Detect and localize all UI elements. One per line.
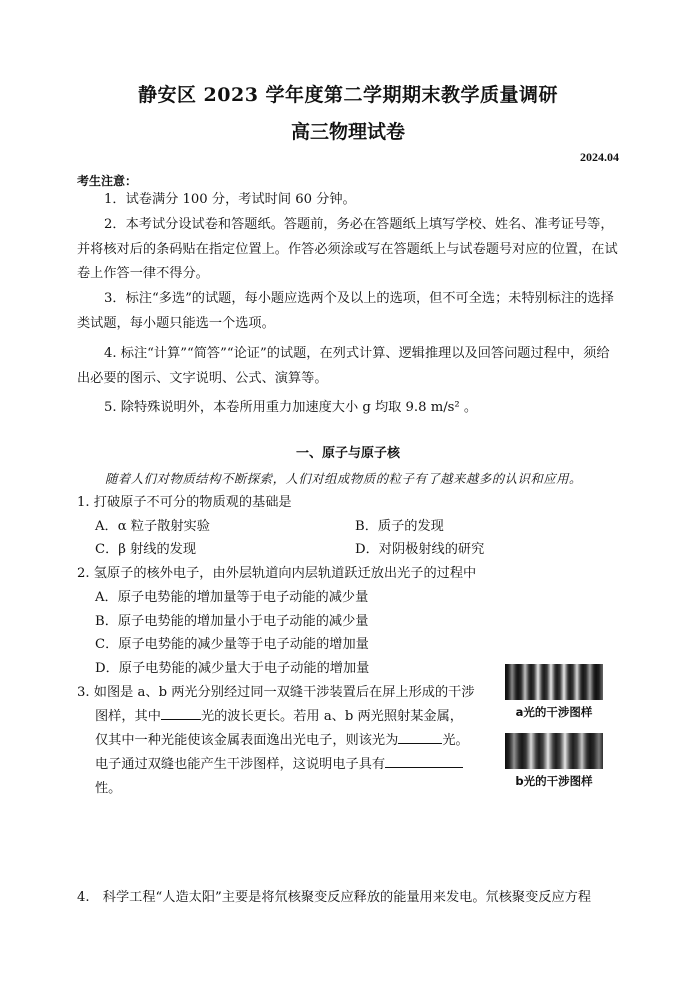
notice-item-4: 4. 标注“计算”“简答”“论证”的试题，在列式计算、逻辑推理以及回答问题过程中，须给出必要的图示、文字说明、公式、演算等。 [77,346,610,386]
q2-option-c: C．原子电势能的减少量等于电子动能的增加量 [95,637,369,652]
q3-text: 光的波长更长。若用 a、b 两光照射某金属， [200,709,463,724]
interference-pattern-a [505,664,603,700]
figure-a [505,664,603,720]
section-heading: 一、原子与原子核 [295,446,400,461]
exam-date: 2024.04 [580,150,619,164]
q2-option-b: B．原子电势能的增加量小于电子动能的减少量 [95,614,369,629]
notice-heading: 考生注意： [77,174,138,188]
q3-blank-3[interactable] [385,753,463,768]
notice-item-2: 2．本考试分设试卷和答题纸。答题前，务必在答题纸上填写学校、姓名、准考证号等，并将核对后的条码贴在指定位置上。作答必须涂或写在答题纸上与试卷题号对应的位置，在试卷上作答一律不得分。 [77,217,618,281]
q2-option-d: D．原子电势能的减少量大于电子动能的增加量 [95,661,370,676]
q1-option-b: B．质子的发现 [355,519,444,534]
q2-option-a: A．原子电势能的增加量等于电子动能的减少量 [95,590,369,605]
exam-subtitle: 高三物理试卷 [290,121,405,143]
q3-text: 光。 [442,733,469,748]
question-4-stem: 4. 科学工程“人造太阳”主要是将氘核聚变反应释放的能量用来发电。氘核聚变反应方程 [77,890,591,905]
figure-b [505,733,603,789]
q3-text: 图样，其中 [95,709,161,724]
q3-blank-1[interactable] [161,705,201,720]
question-3-line-2 [95,705,463,729]
notice-item-3: 3．标注“多选”的试题，每小题应选两个及以上的选项，但不可全选；未特别标注的选择类试题，每小题只能选一个选项。 [77,291,614,331]
exam-title: 静安区 2023 学年度第二学期期末教学质量调研 [137,84,559,106]
section-intro: 随着人们对物质结构不断探索，人们对组成物质的粒子有了越来越多的认识和应用。 [105,471,582,486]
q3-text: 仅其中一种光能使该金属表面逸出光电子，则该光为 [95,733,399,748]
notice-item-5: 5. 除特殊说明外，本卷所用重力加速度大小 g 均取 9.8 m/s² 。 [104,400,478,415]
q1-option-c: C．β 射线的发现 [95,542,197,557]
question-3-line-5: 性。 [95,781,122,796]
question-2-stem: 2. 氢原子的核外电子，由外层轨道向内层轨道跃迁放出光子的过程中 [77,566,477,581]
question-3-line-1: 3. 如图是 a、b 两光分别经过同一双缝干涉装置后在屏上形成的干涉 [77,685,475,700]
question-3-line-3 [95,729,469,753]
q1-option-d: D．对阴极射线的研究 [355,542,485,557]
notice-item-1: 1．试卷满分 100 分，考试时间 60 分钟。 [104,192,356,207]
question-1-stem: 1. 打破原子不可分的物质观的基础是 [77,495,292,510]
q1-option-a: A．α 粒子散射实验 [95,519,210,534]
q3-text: 电子通过双缝也能产生干涉图样，这说明电子具有 [95,757,386,772]
interference-pattern-b [505,733,603,769]
q3-blank-2[interactable] [398,729,442,744]
figure-b-caption: b光的干涉图样 [515,774,593,788]
question-3-line-4 [95,753,463,777]
figure-a-caption: a光的干涉图样 [515,705,593,719]
